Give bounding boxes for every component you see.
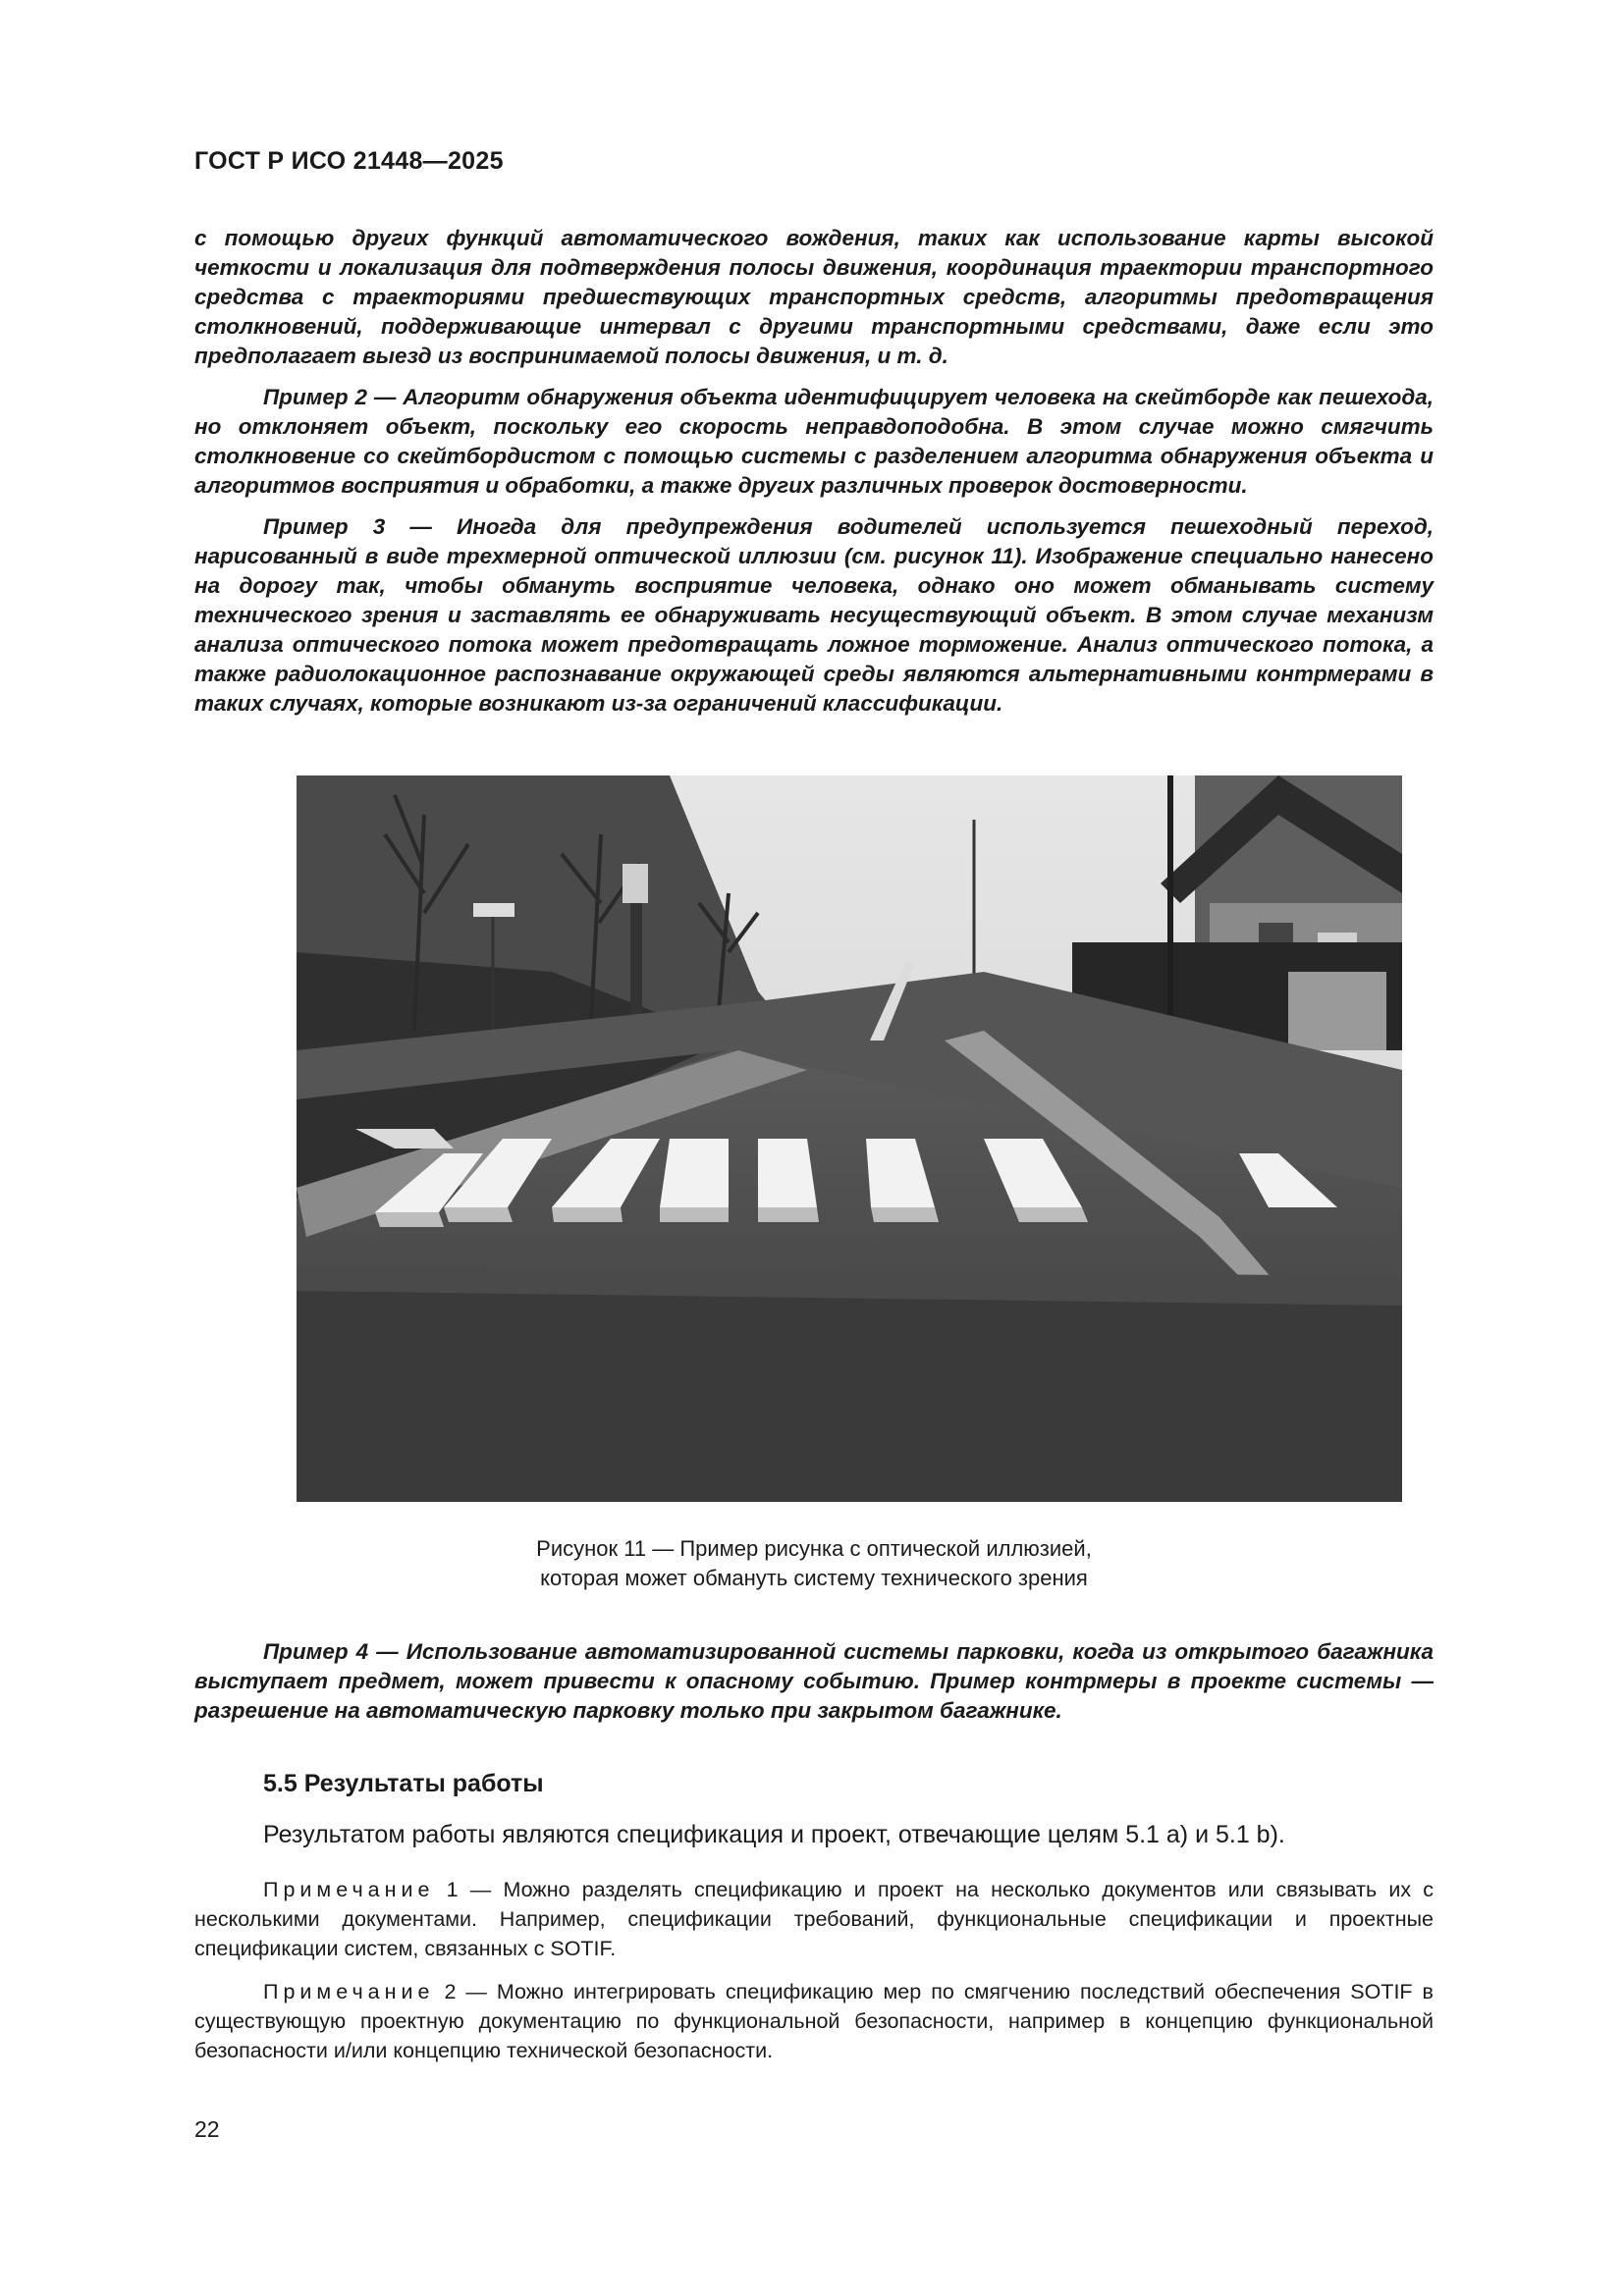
note-text: 2 — Можно интегрировать спецификацию мер по смягчению последствий обеспечения SOTIF в существующую проектную документацию по функциональной безопасности, например в концепцию функциональной безопасности и/или концепцию технической безопасности. xyxy=(194,1980,1434,2062)
text-block-top xyxy=(194,224,1434,730)
figure-11-photo xyxy=(297,775,1402,1502)
text-block-example-4 xyxy=(194,1637,1434,1737)
note-text: 1 — Можно разделять спецификацию и проект на несколько документов или связывать их с несколькими документами. Например, спецификации требований, функциональные спецификации и проектные спецификации систем, связанных с SOTIF. xyxy=(194,1878,1434,1960)
optical-illusion-crosswalk-image xyxy=(297,775,1402,1502)
note-label: Примечание xyxy=(263,1878,435,1901)
section-title: 5.5 Результаты работы xyxy=(263,1770,544,1797)
note-2 xyxy=(194,1977,1434,2065)
figure-caption xyxy=(194,1534,1434,1593)
note-1 xyxy=(194,1875,1434,1963)
notes-block xyxy=(194,1875,1434,2079)
example-2: Пример 2 — Алгоритм обнаружения объекта идентифицирует человека на скейтборде как пешехода, но отклоняет объект, поскольку его скорость неправдоподобна. В этом случае можно смягчить столкновение со скейтбордистом с помощью системы с разделением алгоритма обнаружения объекта и алгоритмов восприятия и обработки, а также других различных проверок достоверности. xyxy=(194,385,1434,498)
example-3: Пример 3 — Иногда для предупреждения водителей используется пешеходный переход, нарисованный в виде трехмерной оптической иллюзии (см. рисунок 11). Изображение специально нанесено на дорогу так, чтобы обмануть восприятие человека, однако оно может обманывать систему технического зрения и заставлять ее обнаруживать несуществующий объект. В этом случае механизм анализа оптического потока может предотвращать ложное торможение. Анализ оптического потока, а также радиолокационное распознавание окружающей среды являются альтернативными контрмерами в таких случаях, которые возникают из-за ограничений классификации. xyxy=(194,514,1434,716)
section-lead-text: Результатом работы являются спецификация и проект, отвечающие целям 5.1 a) и 5.1 b). xyxy=(263,1821,1285,1848)
paragraph-continuation: с помощью других функций автоматического вождения, таких как использование карты высокой четкости и локализация для подтверждения полосы движения, координация траектории транспортного средства с траекториями предшествующих транспортных средств, алгоритмы предотвращения столкновений, поддерживающие интервал с другими транспортными средствами, даже если это предполагает выезд из воспринимаемой полосы движения, и т. д. xyxy=(194,226,1434,368)
example-4: Пример 4 — Использование автоматизированной системы парковки, когда из открытого багажника выступает предмет, может привести к опасному событию. Пример контрмеры в проекте системы — разрешение на автоматическую парковку только при закрытом багажнике. xyxy=(194,1639,1434,1723)
document-header: ГОСТ Р ИСО 21448—2025 xyxy=(194,147,504,175)
page-number: 22 xyxy=(194,2116,220,2142)
note-label: Примечание xyxy=(263,1980,435,2003)
caption-line-2: которая может обмануть систему технического зрения xyxy=(540,1566,1088,1590)
caption-line-1: Рисунок 11 — Пример рисунка с оптической иллюзией, xyxy=(536,1536,1092,1561)
